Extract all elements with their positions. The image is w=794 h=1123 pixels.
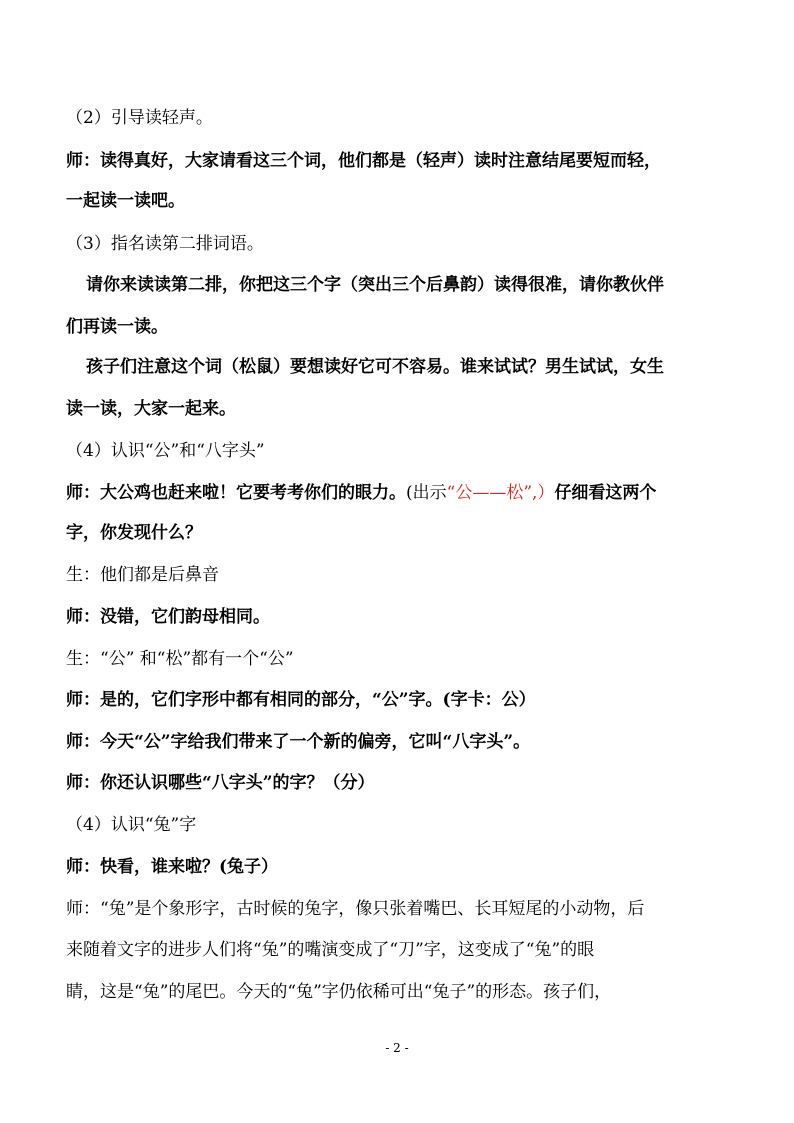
text-line-22: 睛，这是“兔”的尾巴。今天的“兔”字仍依稀可出“兔子”的形态。孩子们， (66, 982, 612, 1002)
text-line-10-highlight: “公——松”,） (446, 483, 555, 503)
text-line-9: （4）认识“公”和“八字头” (66, 441, 265, 461)
text-line-3: 一起读一读吧。 (66, 191, 185, 211)
text-line-6: 们再读一读。 (66, 317, 168, 337)
text-line-7: 孩子们注意这个词（松鼠）要想读好它可不容易。谁来试试？男生试试，女生 (86, 357, 664, 377)
text-line-4: （3）指名读第二排词语。 (66, 234, 264, 254)
text-line-20: 师：“兔”是个象形字，古时候的兔字，像只张着嘴巴、长耳短尾的小动物，后 (66, 899, 645, 919)
text-line-12: 生：他们都是后鼻音 (66, 565, 219, 585)
text-line-1: （2）引导读轻声。 (66, 108, 213, 128)
text-line-10-paren: (出示 (406, 483, 447, 503)
text-line-15: 师：是的，它们字形中都有相同的部分，“公”字。(字卡：公） (66, 690, 536, 710)
text-line-8: 读一读，大家一起来。 (66, 399, 236, 419)
text-line-13: 师：没错，它们韵母相同。 (66, 607, 270, 627)
text-line-10-before: 师：大公鸡也赶来啦！它要考考你们的眼力。 (66, 483, 406, 503)
text-line-10-after: 仔细看这两个 (554, 483, 657, 503)
page-number: - 2 - (385, 1041, 409, 1055)
text-line-17: 师：你还认识哪些“八字头”的字？（分） (66, 773, 375, 793)
text-line-16: 师：今天“公”字给我们带来了一个新的偏旁，它叫“八字头”。 (66, 732, 531, 752)
text-line-14: 生：“公” 和“松”都有一个“公” (66, 649, 294, 669)
text-line-18: （4）认识“兔”字 (66, 815, 197, 835)
text-line-2: 师：读得真好，大家请看这三个词，他们都是（轻声）读时注意结尾要短而轻， (66, 151, 661, 171)
text-line-10 (66, 481, 656, 505)
text-line-21: 来随着文字的进步人们将“兔”的嘴演变成了“刀”字，这变成了“兔”的眼 (66, 940, 595, 960)
text-line-11: 字，你发现什么？ (66, 523, 202, 543)
text-line-5: 请你来读读第二排，你把这三个字（突出三个后鼻韵）读得很准，请你教伙伴 (86, 275, 664, 295)
text-line-19: 师：快看，谁来啦？(兔子） (66, 857, 279, 877)
